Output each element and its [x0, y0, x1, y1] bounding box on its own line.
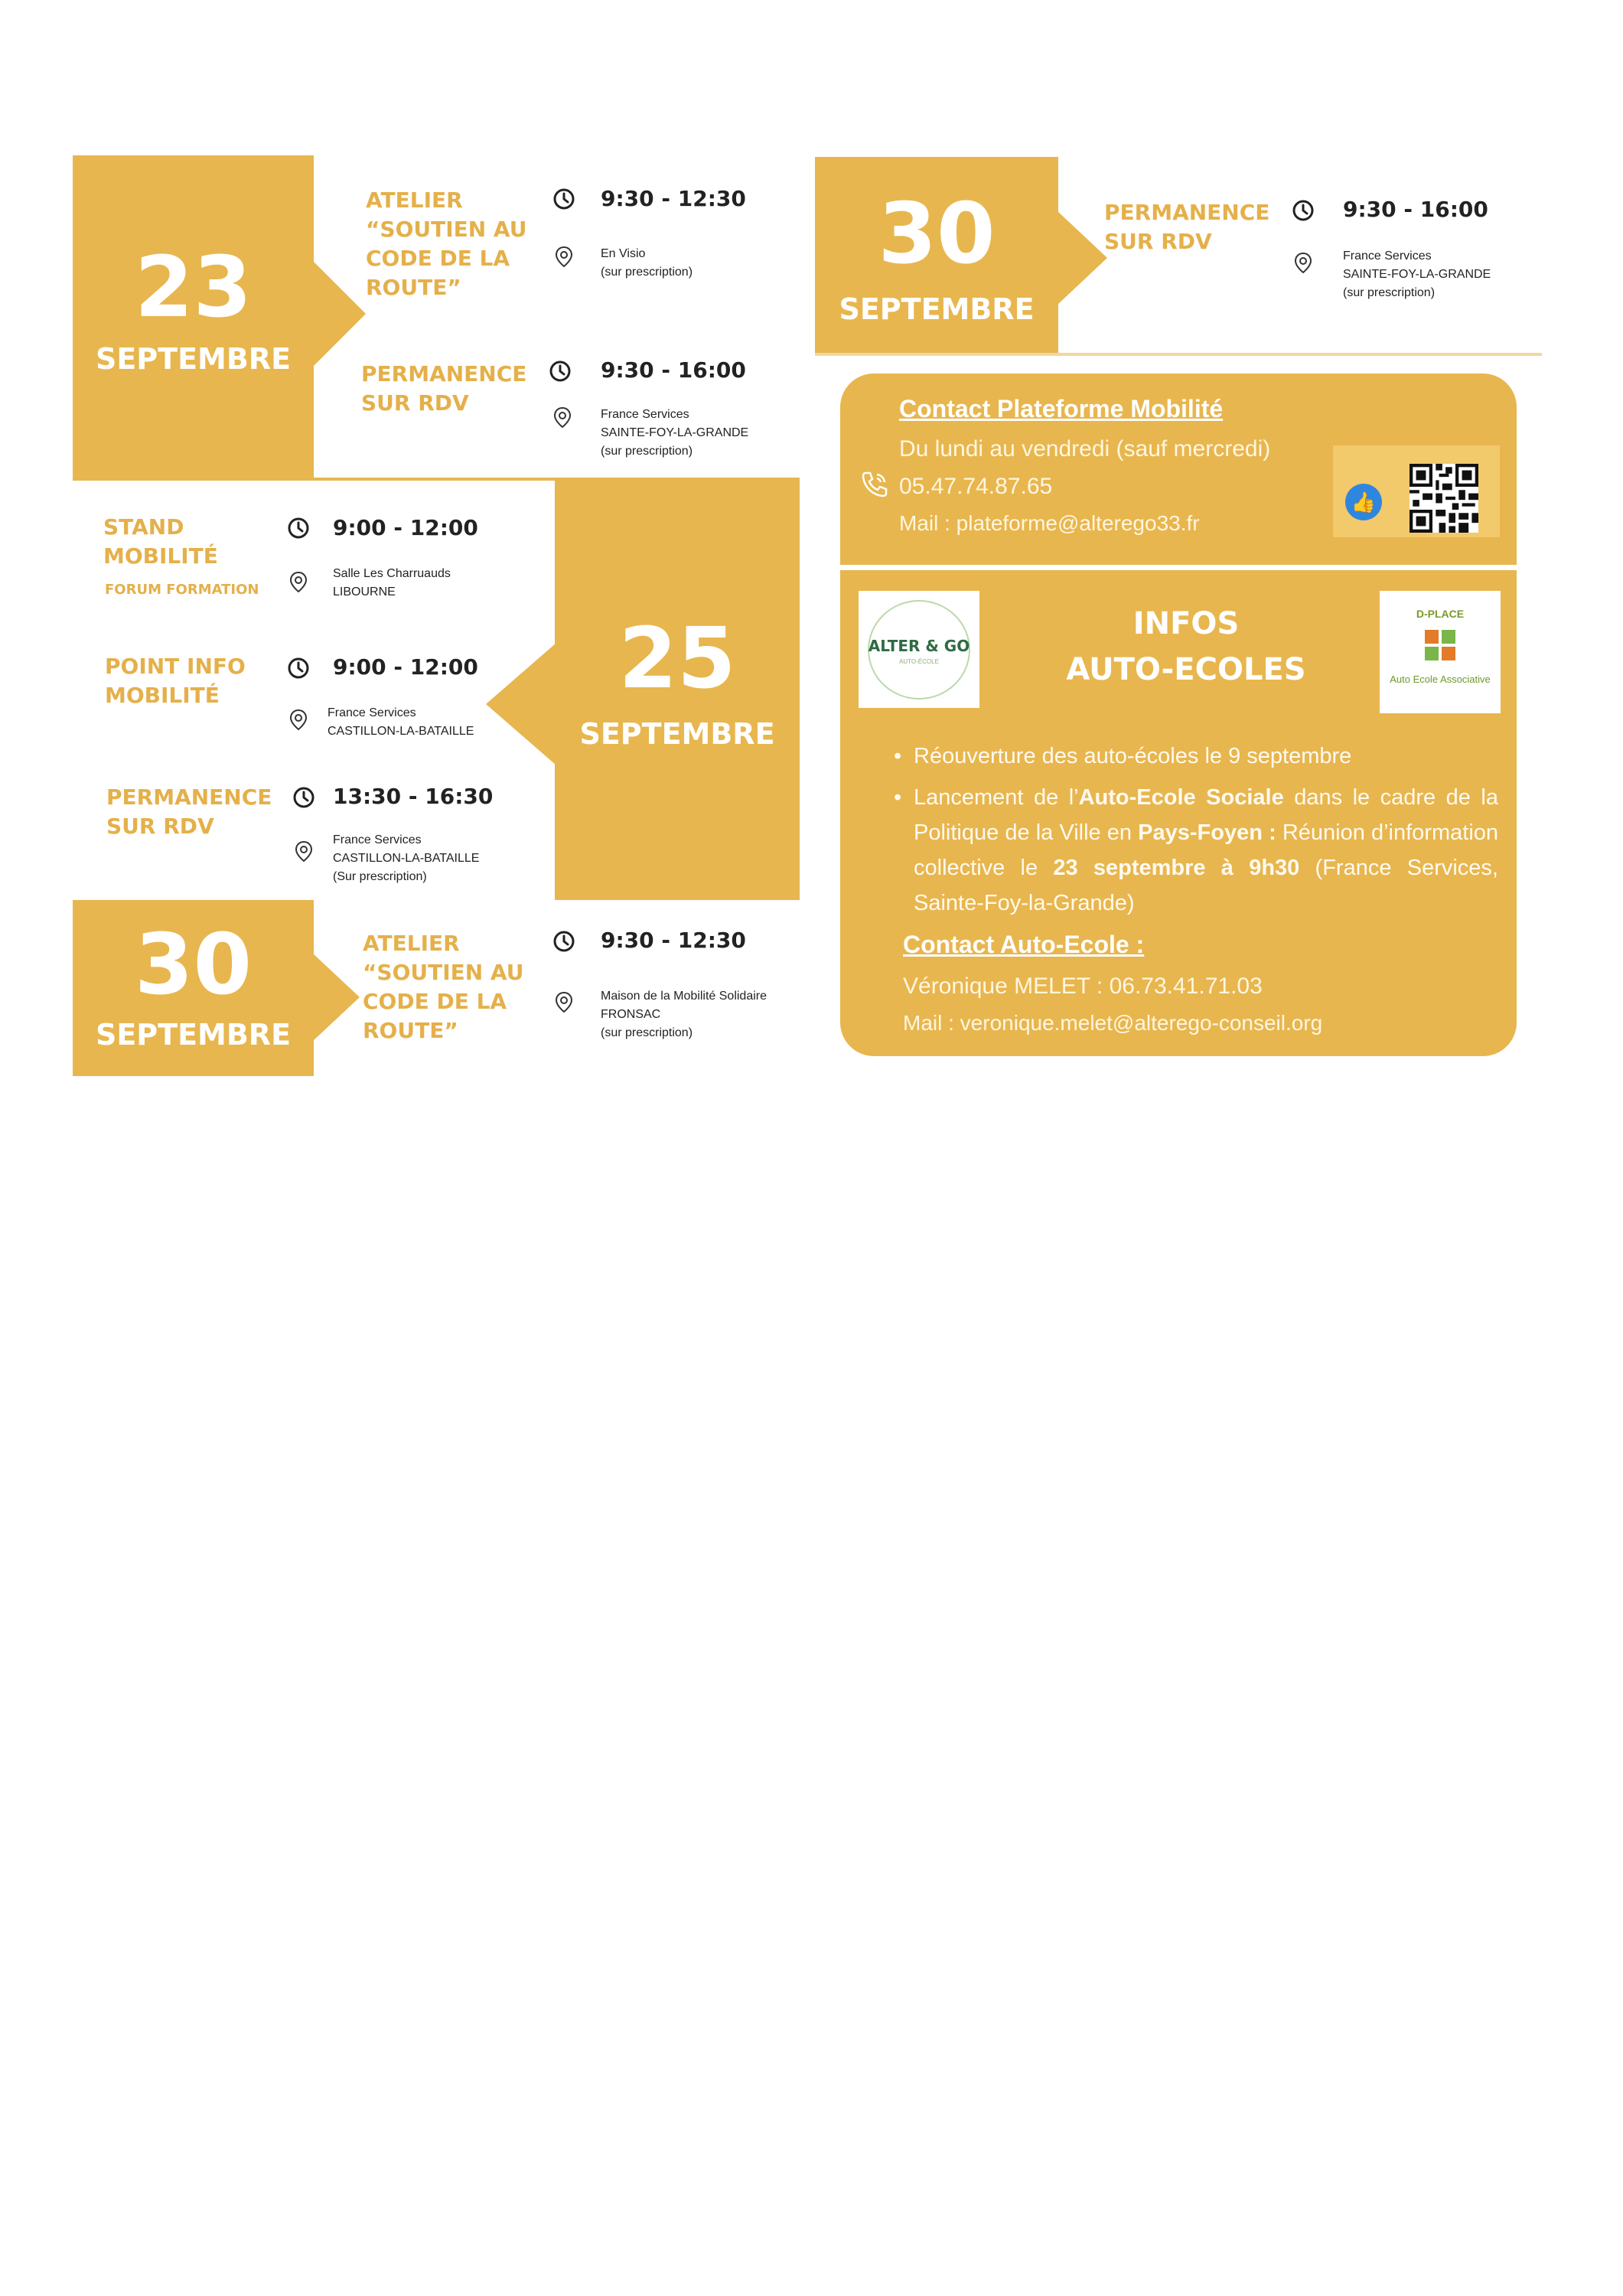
logo-subtext: Auto Ecole Associative	[1390, 673, 1491, 685]
location-pin-icon	[551, 406, 574, 429]
bullet-bold: Pays-Foyen :	[1138, 820, 1276, 845]
bullet-text: Réunion d’information collective le	[914, 820, 1499, 880]
location-pin-icon	[287, 570, 310, 593]
thumbs-up-icon[interactable]: 👍	[1345, 484, 1382, 520]
logo-text: D-PLACE	[1416, 608, 1465, 620]
date-badge-arrow	[486, 643, 556, 765]
alter-go-logo	[859, 591, 979, 708]
date-day: 30	[134, 915, 253, 1013]
logo-subtext: AUTO-ÉCOLE	[899, 658, 939, 665]
event-place: En Visio (sur prescription)	[601, 247, 693, 279]
bullet-bold: 23 septembre à 9h30	[1053, 856, 1300, 880]
date-month: SEPTEMBRE	[839, 292, 1035, 326]
location-pin-icon	[552, 990, 575, 1013]
puzzle-icon	[1421, 626, 1459, 664]
date-day: 25	[618, 609, 736, 707]
infos-title-line2: AUTO-ECOLES	[1066, 652, 1306, 687]
event-time: 9:30 - 12:30	[601, 928, 746, 953]
card-divider	[840, 565, 1517, 570]
event-subtitle: FORUM FORMATION	[105, 582, 259, 598]
contact-phone[interactable]: 05.47.74.87.65	[899, 474, 1053, 499]
event-time: 9:30 - 16:00	[601, 357, 746, 383]
bullet-item: • Lancement de l’Auto-Ecole Sociale dans le cadre de la Politique de la Ville en Pays-Foyen : Réunion d’information collective le 23 septembre à 9h30 (France Services, Sainte-Foy-la-Grande)	[894, 785, 1499, 915]
date-badge-arrow	[312, 953, 360, 1042]
clock-icon	[287, 657, 310, 680]
infos-title-line1: INFOS	[1133, 606, 1240, 641]
event-place: France Services SAINTE-FOY-LA-GRANDE (sur prescription)	[601, 408, 749, 458]
event-title: PERMANENCE SUR RDV	[106, 784, 272, 839]
bullet-text: Réouverture des auto-écoles le 9 septembre	[914, 744, 1352, 768]
d-place-logo	[1380, 591, 1501, 713]
bullet-text: Lancement de l’	[914, 785, 1079, 810]
info-bullet-list	[894, 739, 1498, 921]
event-time: 9:00 - 12:00	[333, 515, 478, 540]
event-title: PERMANENCE SUR RDV	[1104, 200, 1270, 254]
event-time: 9:00 - 12:00	[333, 654, 478, 680]
bullet-text: (France Services, Sainte-Foy-la-Grande)	[914, 856, 1498, 915]
event-title: PERMANENCE SUR RDV	[361, 361, 527, 416]
event-place: Salle Les Charruauds LIBOURNE	[333, 567, 451, 598]
clock-icon	[552, 930, 575, 953]
qr-code	[1410, 464, 1478, 533]
clock-icon	[552, 188, 575, 210]
event-title: ATELIER “SOUTIEN AU CODE DE LA ROUTE”	[363, 931, 524, 1043]
auto-ecole-contact-heading: Contact Auto-Ecole :	[903, 931, 1145, 958]
bullet-item: • Réouverture des auto-écoles le 9 septembre	[894, 744, 1352, 768]
location-pin-icon	[292, 840, 315, 863]
clock-icon	[549, 360, 572, 383]
contact-hours: Du lundi au vendredi (sauf mercredi)	[899, 436, 1271, 461]
event-time: 9:30 - 12:30	[601, 186, 746, 211]
event-title: POINT INFO MOBILITÉ	[105, 654, 246, 708]
event-time: 9:30 - 16:00	[1343, 197, 1488, 222]
date-day: 23	[134, 238, 253, 336]
clock-icon	[292, 786, 315, 809]
contact-heading: Contact Plateforme Mobilité	[899, 395, 1224, 422]
auto-ecole-contact-name[interactable]: Véronique MELET : 06.73.41.71.03	[903, 974, 1263, 999]
date-month: SEPTEMBRE	[579, 717, 775, 751]
clock-icon	[287, 517, 310, 540]
phone-icon	[859, 468, 891, 501]
logo-text: ALTER & GO	[868, 637, 970, 655]
contact-mail[interactable]: Mail : plateforme@alterego33.fr	[899, 511, 1200, 535]
event-place: France Services CASTILLON-LA-BATAILLE (Sur prescription)	[333, 833, 480, 883]
bullet-text: dans le cadre de la Politique de la Ville en	[914, 785, 1498, 845]
date-badge-arrow	[1057, 210, 1107, 305]
clock-icon	[1292, 199, 1315, 222]
event-place: Maison de la Mobilité Solidaire FRONSAC (sur prescription)	[601, 990, 767, 1039]
event-title: STAND MOBILITÉ	[103, 514, 218, 569]
date-month: SEPTEMBRE	[95, 1018, 292, 1052]
event-place: France Services CASTILLON-LA-BATAILLE	[328, 706, 474, 738]
date-month: SEPTEMBRE	[95, 342, 292, 376]
location-pin-icon	[1292, 251, 1315, 274]
event-title: ATELIER “SOUTIEN AU CODE DE LA ROUTE”	[366, 188, 527, 300]
location-pin-icon	[552, 245, 575, 268]
date-badge-arrow	[312, 260, 366, 367]
bullet-bold: Auto-Ecole Sociale	[1078, 785, 1284, 810]
event-place: France Services SAINTE-FOY-LA-GRANDE (sur prescription)	[1343, 249, 1491, 299]
divider-line	[815, 353, 1542, 356]
event-time: 13:30 - 16:30	[333, 784, 494, 809]
infos-title	[995, 601, 1377, 693]
date-day: 30	[878, 184, 996, 282]
location-pin-icon	[287, 708, 310, 731]
auto-ecole-contact-mail[interactable]: Mail : veronique.melet@alterego-conseil.org	[903, 1011, 1323, 1035]
